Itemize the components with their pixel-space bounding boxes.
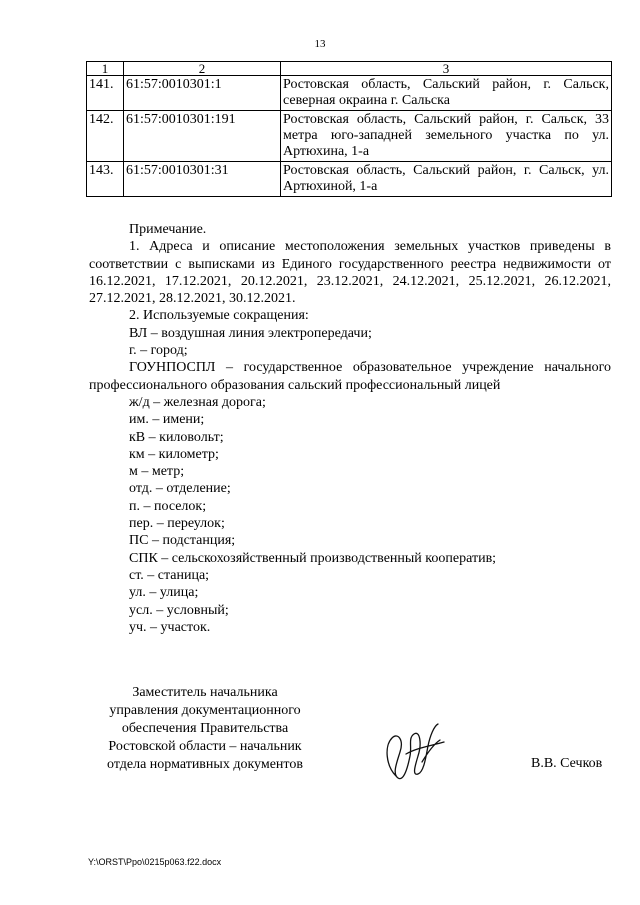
row-number: 141. xyxy=(87,76,124,111)
abbreviation-item: им. – имени; xyxy=(129,412,205,428)
signatory-title-line: Ростовской области – начальник xyxy=(108,739,302,754)
table-row xyxy=(87,162,612,197)
row-number: 143. xyxy=(87,162,124,197)
abbreviation-item: км – километр; xyxy=(129,446,219,462)
abbreviation-item: ГОУНПОСПЛ – государственное образовательное учреждение начального профессионального образования сальский профессиональный лицей xyxy=(89,360,611,393)
signatory-title-line: управления документационного xyxy=(109,703,301,718)
abbreviation-item: уч. – участок. xyxy=(129,619,211,635)
plot-address: Ростовская область, Сальский район, г. Сальск, 33 метра юго-западней земельного участка по ул. Артюхина, 1-а xyxy=(281,111,612,162)
file-path-footer: Y:\ORST\Ppo\0215p063.f22.docx xyxy=(88,857,222,867)
abbreviation-item: м – метр; xyxy=(129,464,185,480)
abbreviation-item: ж/д – железная дорога; xyxy=(129,394,266,410)
table-header-row xyxy=(87,62,612,76)
row-number: 142. xyxy=(87,111,124,162)
table-header-cell: 2 xyxy=(124,62,281,76)
abbreviation-item: отд. – отделение; xyxy=(129,481,231,497)
table-header-cell: 3 xyxy=(281,62,612,76)
cadastral-number: 61:57:0010301:31 xyxy=(124,162,281,197)
abbreviation-item: ул. – улица; xyxy=(129,585,199,601)
signatory-name: В.В. Сечков xyxy=(531,756,603,771)
abbreviation-item: пер. – переулок; xyxy=(129,516,225,532)
abbreviation-item: кВ – киловольт; xyxy=(129,429,224,445)
page-number: 13 xyxy=(314,38,326,50)
abbreviation-item: п. – поселок; xyxy=(129,498,207,514)
abbreviation-item: г. – город; xyxy=(129,343,188,359)
table-row xyxy=(87,111,612,162)
abbreviation-item: ПС – подстанция; xyxy=(129,533,236,549)
signatory-title xyxy=(89,684,321,774)
abbreviation-item: ст. – станица; xyxy=(129,567,210,583)
abbreviation-item: усл. – условный; xyxy=(129,602,229,618)
handwritten-signature xyxy=(378,716,448,786)
note-item-2: 2. Используемые сокращения: xyxy=(129,308,309,324)
abbreviation-item: СПК – сельскохозяйственный производственный кооператив; xyxy=(129,550,497,566)
signatory-title-line: Заместитель начальника xyxy=(132,685,278,700)
note-item-1: 1. Адреса и описание местоположения земельных участков приведены в соответствии с выписками из Единого государственного реестра недвижимости от 16.12.2021, 17.12.2021, 20.12.2021, 23.12.2021, 24.12.2021, 25.12.2021, 26.12.2021, 27.12.2021, 28.12.2021, 30.12.2021. xyxy=(89,239,611,307)
cadastral-number: 61:57:0010301:191 xyxy=(124,111,281,162)
table-row xyxy=(87,76,612,111)
land-plots-table xyxy=(86,61,612,197)
abbreviation-item: ВЛ – воздушная линия электропередачи; xyxy=(129,325,372,341)
notes-heading: Примечание. xyxy=(129,222,207,237)
plot-address: Ростовская область, Сальский район, г. Сальск, ул. Артюхиной, 1-а xyxy=(281,162,612,197)
notes-section xyxy=(89,221,611,636)
plot-address: Ростовская область, Сальский район, г. Сальск, северная окраина г. Сальска xyxy=(281,76,612,111)
cadastral-number: 61:57:0010301:1 xyxy=(124,76,281,111)
signatory-title-line: обеспечения Правительства xyxy=(121,721,289,736)
signatory-title-line: отдела нормативных документов xyxy=(107,757,303,772)
table-header-cell: 1 xyxy=(87,62,124,76)
